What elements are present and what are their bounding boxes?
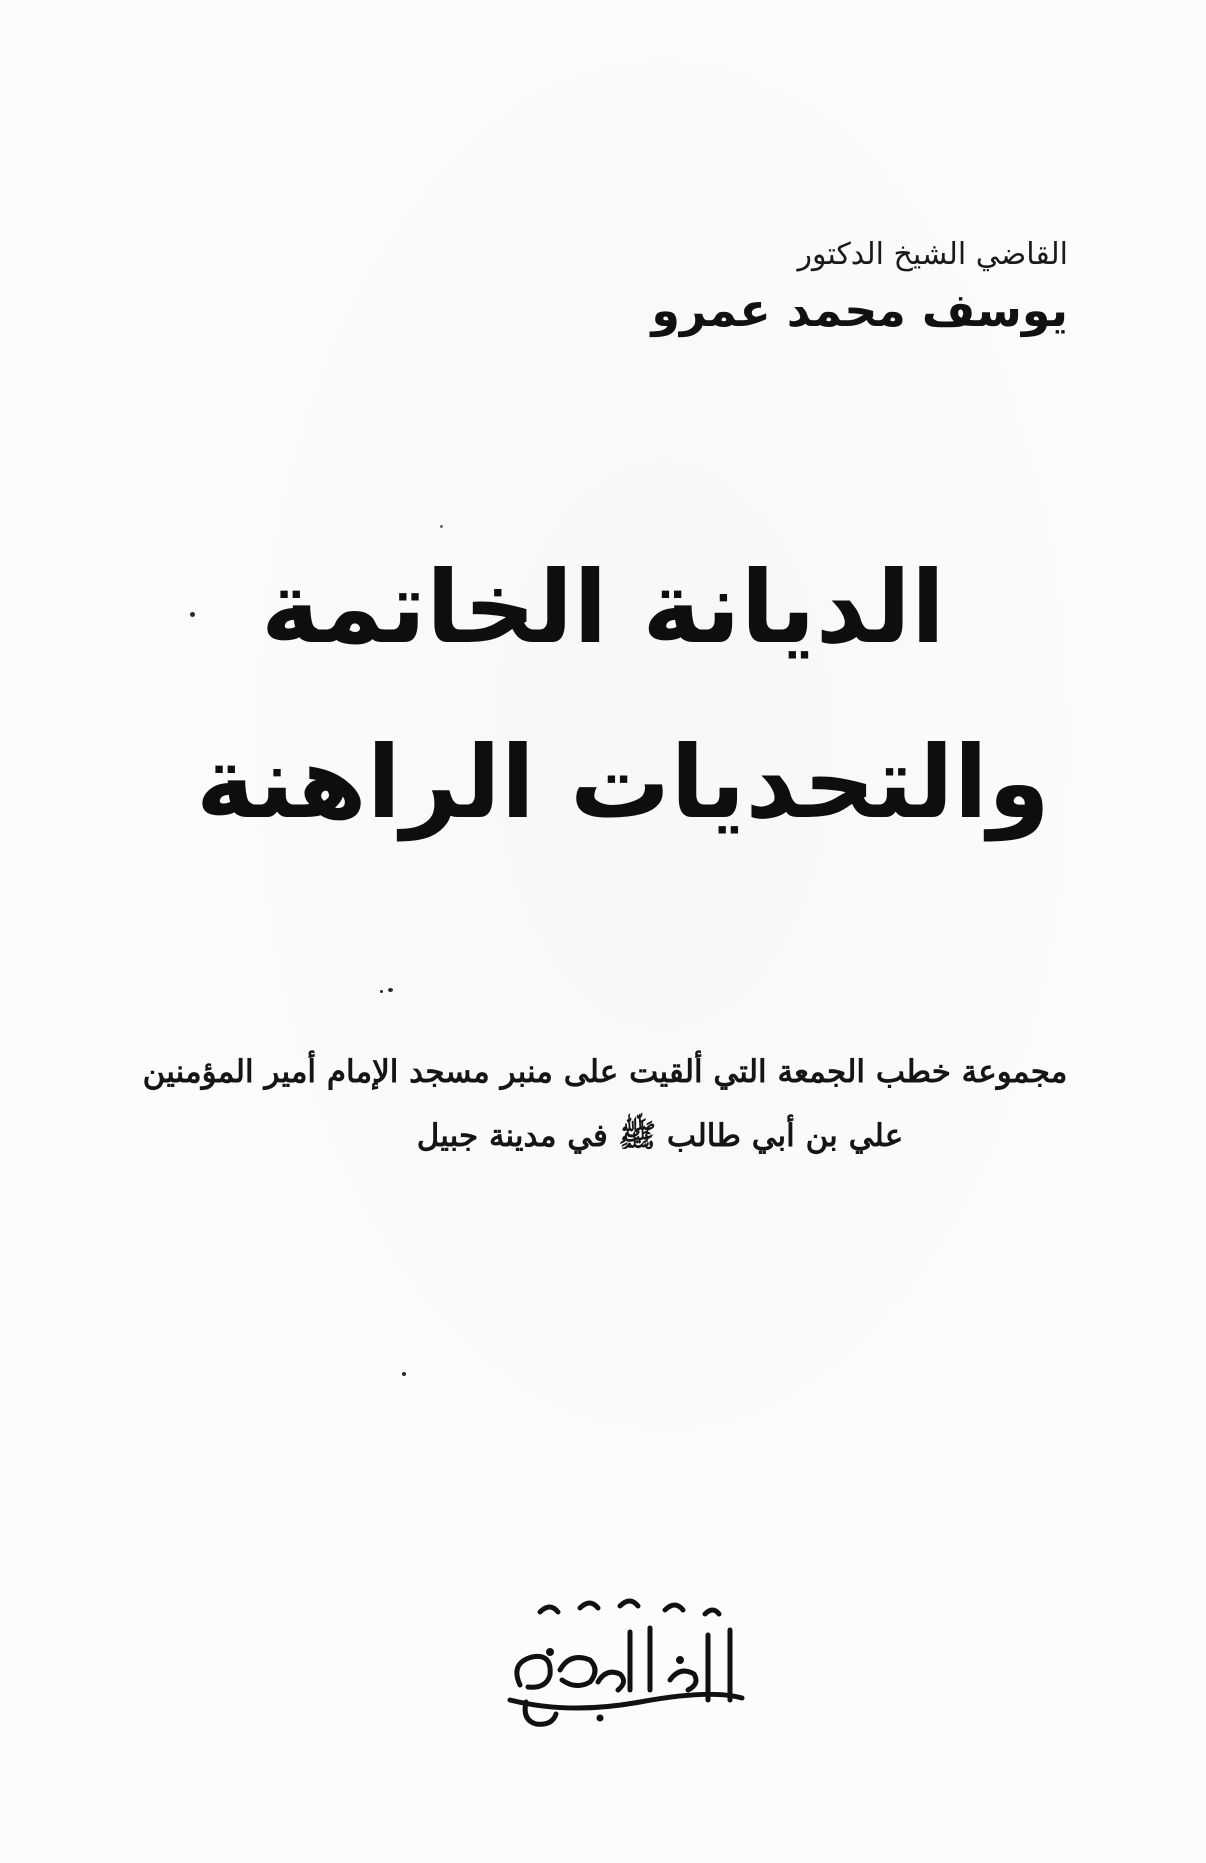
book-title-line-2: والتحديات الراهنة bbox=[195, 724, 1051, 841]
print-speck bbox=[380, 990, 383, 993]
book-title-line-1: الديانة الخاتمة bbox=[260, 549, 946, 666]
subtitle-line-2: علي بن أبي طالب ﷺ في مدينة جبيل bbox=[416, 1118, 904, 1154]
author-name: يوسف محمد عمرو bbox=[651, 283, 1068, 337]
publisher-logo bbox=[480, 1590, 770, 1730]
author-block bbox=[651, 232, 1068, 342]
subtitle-line-1: مجموعة خطب الجمعة التي ألقيت على منبر مسجد الإمام أمير المؤمنين bbox=[142, 1054, 1068, 1090]
print-speck bbox=[388, 988, 393, 992]
print-speck bbox=[440, 525, 443, 528]
print-speck bbox=[190, 612, 195, 617]
author-title: القاضي الشيخ الدكتور bbox=[797, 237, 1068, 272]
print-speck bbox=[402, 1372, 406, 1376]
subtitle bbox=[90, 1040, 1120, 1168]
calligraphic-logo-icon bbox=[480, 1590, 770, 1730]
book-title bbox=[0, 520, 1206, 870]
